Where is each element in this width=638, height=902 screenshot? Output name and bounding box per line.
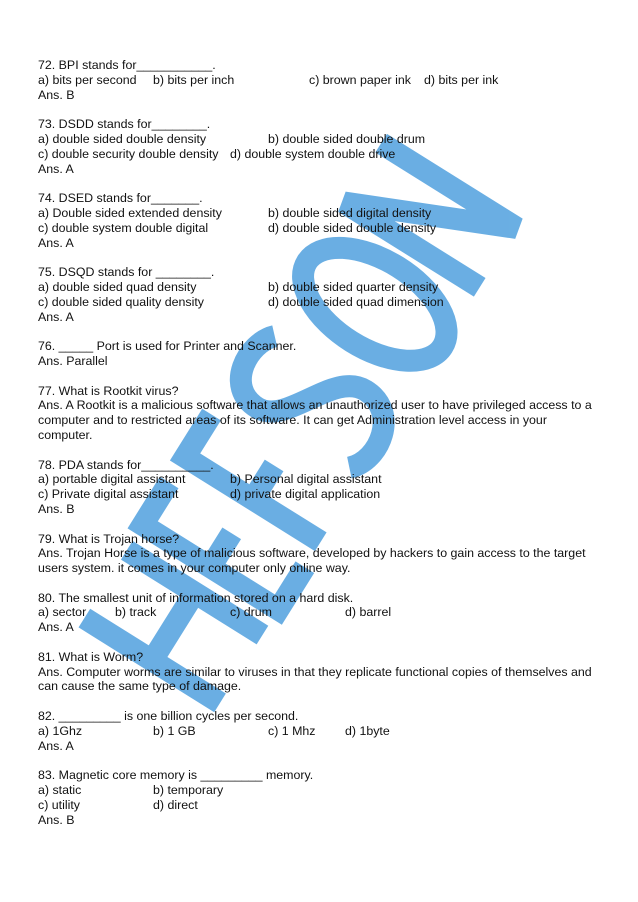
option-d: d) double system double drive <box>230 146 396 161</box>
options-row <box>38 280 600 295</box>
option-a: a) sector <box>38 605 87 620</box>
options-row <box>38 783 600 798</box>
options-row <box>38 73 600 88</box>
option-d: d) double sided quad dimension <box>268 294 444 309</box>
option-a: a) portable digital assistant <box>38 472 186 487</box>
options-row <box>38 221 600 236</box>
option-b: b) double sided digital density <box>268 205 432 220</box>
option-c: c) 1 Mhz <box>268 723 316 738</box>
option-b: b) Personal digital assistant <box>230 472 382 487</box>
option-c: c) drum <box>230 605 272 620</box>
question-76: 76. _____ Port is used for Printer and Scanner. <box>38 339 297 354</box>
option-a: a) 1Ghz <box>38 723 83 738</box>
option-a: a) static <box>38 783 82 798</box>
question-75: 75. DSQD stands for ________. <box>38 265 215 280</box>
options-row <box>38 147 600 162</box>
options-row <box>38 132 600 147</box>
option-c: c) brown paper ink <box>309 72 411 87</box>
option-c: c) utility <box>38 797 80 812</box>
question-74: 74. DSED stands for_______. <box>38 191 203 206</box>
option-c: c) double system double digital <box>38 220 209 235</box>
option-b: b) double sided double drum <box>268 131 426 146</box>
option-b: b) temporary <box>153 783 224 798</box>
option-b: b) double sided quarter density <box>268 279 439 294</box>
options-row <box>38 472 600 487</box>
answer: Ans. Parallel <box>38 353 108 368</box>
option-a: a) double sided quad density <box>38 279 197 294</box>
option-d: d) double sided double density <box>268 220 437 235</box>
answer: Ans. A <box>38 161 74 176</box>
option-d: d) 1byte <box>345 723 390 738</box>
answer: Ans. B <box>38 501 75 516</box>
question-82: 82. _________ is one billion cycles per second. <box>38 709 299 724</box>
option-c: c) double security double density <box>38 146 219 161</box>
option-d: d) direct <box>153 797 198 812</box>
option-d: d) barrel <box>345 605 392 620</box>
question-81: 81. What is Worm? <box>38 649 144 664</box>
option-a: a) bits per second <box>38 72 137 87</box>
answer: Ans. Trojan Horse is a type of malicious software, developed by hackers to gain access to the target users system. it comes in your computer only online way. <box>38 546 586 576</box>
question-72: 72. BPI stands for___________. <box>38 58 216 72</box>
options-row <box>38 487 600 502</box>
option-a: a) double sided double density <box>38 131 207 146</box>
option-b: b) bits per inch <box>153 72 235 87</box>
answer: Ans. A <box>38 309 74 324</box>
question-78: 78. PDA stands for__________. <box>38 457 214 472</box>
question-77: 77. What is Rootkit virus? <box>38 383 179 398</box>
document-page <box>38 58 600 827</box>
answer: Ans. Computer worms are similar to viruses in that they replicate functional copies of themselves and can cause the same type of damage. <box>38 664 592 694</box>
options-row <box>38 798 600 813</box>
option-a: a) Double sided extended density <box>38 205 222 220</box>
question-80: 80. The smallest unit of information stored on a hard disk. <box>38 590 354 605</box>
answer: Ans. A Rootkit is a malicious software that allows an unauthorized user to have privileged access to a computer and to restricted areas of its software. It can get Administration level access in your computer. <box>38 398 592 442</box>
answer: Ans. A <box>38 235 74 250</box>
options-row <box>38 295 600 310</box>
answer: Ans. B <box>38 87 75 102</box>
answer: Ans. A <box>38 620 74 635</box>
option-b: b) 1 GB <box>153 723 196 738</box>
question-83: 83. Magnetic core memory is _________ memory. <box>38 768 314 783</box>
option-b: b) track <box>115 605 157 620</box>
answer: Ans. A <box>38 738 74 753</box>
answer: Ans. B <box>38 812 75 827</box>
question-73: 73. DSDD stands for________. <box>38 117 211 132</box>
question-79: 79. What is Trojan horse? <box>38 531 180 546</box>
option-c: c) Private digital assistant <box>38 487 179 502</box>
option-c: c) double sided quality density <box>38 294 204 309</box>
option-d: d) private digital application <box>230 487 381 502</box>
option-d: d) bits per ink <box>424 72 499 87</box>
options-row <box>38 605 600 620</box>
options-row <box>38 206 600 221</box>
options-row <box>38 724 600 739</box>
